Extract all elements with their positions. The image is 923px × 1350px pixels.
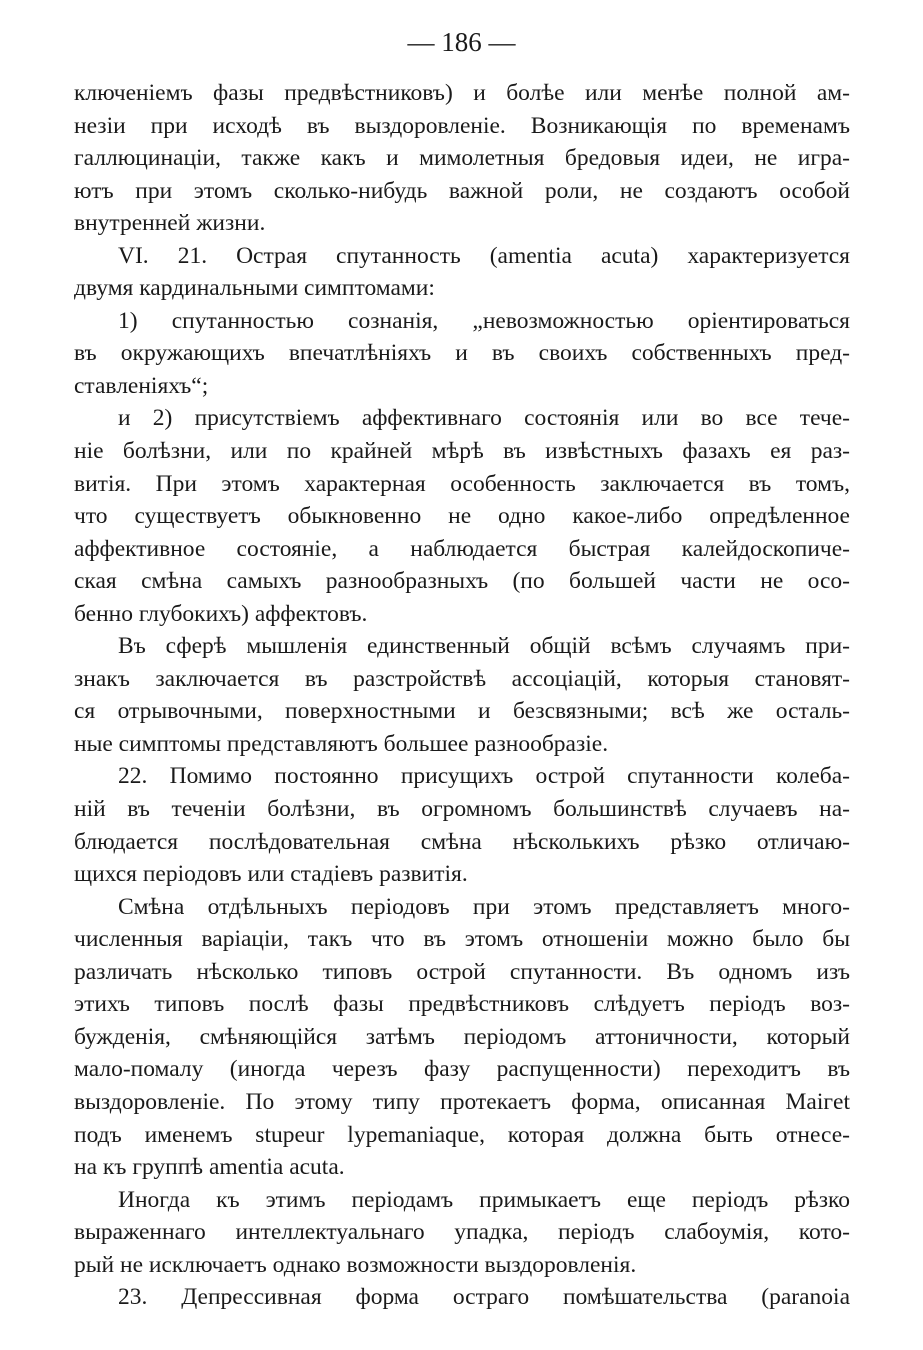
paragraph-start-line: 1) спутанностью сознанія, „невозможностью оріентироваться	[118, 307, 850, 334]
paragraph-start-line: Смѣна отдѣльныхъ періодовъ при этомъ представляетъ много-	[118, 893, 850, 920]
text-line: рый не исключаетъ однако возможности выздоровленія.	[74, 1251, 637, 1278]
text-line: ные симптомы представляютъ большее разнообразіе.	[74, 730, 609, 757]
text-line: аффективное состояніе, а наблюдается быстрая калейдоскопиче-	[74, 535, 850, 562]
text-line: ся отрывочными, поверхностными и безсвязными; всѣ же осталь-	[74, 698, 850, 725]
text-line: ютъ при этомъ сколько-нибудь важной роли, не создаютъ особой	[74, 177, 850, 204]
text-line: мало-помалу (иногда черезъ фазу распущенности) переходитъ въ	[74, 1056, 850, 1083]
paragraph-start-line: Иногда къ этимъ періодамъ примыкаетъ еще періодъ рѣзко	[118, 1186, 850, 1213]
text-line: галлюцинаціи, также какъ и мимолетныя бредовыя идеи, не игра-	[74, 145, 850, 172]
page-number: — 186 —	[407, 27, 516, 57]
paragraph-start-line: и 2) присутствіемъ аффективнаго состоянія или во все тече-	[118, 405, 850, 432]
text-line: различать нѣсколько типовъ острой спутанности. Въ одномъ изъ	[74, 958, 850, 985]
text-line: бужденія, смѣняющійся затѣмъ періодомъ аттоничности, который	[74, 1023, 850, 1050]
text-line: выраженнаго интеллектуальнаго упадка, періодъ слабоумія, кото-	[74, 1219, 850, 1246]
text-line: витія. При этомъ характерная особенность заключается въ томъ,	[74, 470, 850, 497]
text-line: выздоровленіе. По этому типу протекаетъ форма, описанная Maiгet	[74, 1088, 850, 1115]
text-line: на къ группѣ amentia acuta.	[74, 1154, 345, 1181]
text-line: двумя кардинальными симптомами:	[74, 275, 435, 302]
paragraph-start-line: Въ сферѣ мышленія единственный общій всѣмъ случаямъ при-	[118, 633, 850, 660]
text-line: этихъ типовъ послѣ фазы предвѣстниковъ слѣдуетъ періодъ воз-	[74, 991, 850, 1018]
text-line: ская смѣна самыхъ разнообразныхъ (по большей части не осо-	[74, 568, 850, 595]
text-line: въ окружающихъ впечатлѣніяхъ и въ своихъ собственныхъ пред-	[74, 340, 850, 367]
text-line: незіи при исходѣ въ выздоровленіе. Возникающія по временамъ	[74, 112, 850, 139]
text-line: ніе болѣзни, или по крайней мѣрѣ въ извѣстныхъ фазахъ ея раз-	[74, 438, 850, 465]
text-line: что существуетъ обыкновенно не одно какое-либо опредѣленное	[74, 503, 850, 530]
paragraph-start-line: VI. 21. Острая спутанность (amentia acuta) характеризуется	[118, 242, 850, 269]
text-line: блюдается послѣдовательная смѣна нѣсколькихъ рѣзко отличаю-	[74, 828, 850, 855]
text-line: ставленіяхъ“;	[74, 372, 209, 399]
text-line: щихся періодовъ или стадіевъ развитія.	[74, 861, 468, 888]
text-line: численныя варіаціи, такъ что въ этомъ отношеніи можно было бы	[74, 926, 850, 953]
text-line: бенно глубокихъ) аффектовъ.	[74, 600, 368, 627]
text-line: знакъ заключается въ разстройствѣ ассоціацій, которыя становят-	[74, 665, 850, 692]
text-line: ній въ теченіи болѣзни, въ огромномъ большинствѣ случаевъ на-	[74, 796, 850, 823]
text-line: подъ именемъ stupeur lypemaniaque, которая должна быть отнесе-	[74, 1121, 850, 1148]
body-text	[74, 77, 850, 1314]
paragraph-start-line: 22. Помимо постоянно присущихъ острой спутанности колеба-	[118, 763, 850, 790]
paragraph-start-line: 23. Депрессивная форма остраго помѣшательства (paranoia	[118, 1284, 850, 1311]
text-line: ключеніемъ фазы предвѣстниковъ) и болѣе или менѣе полной ам-	[74, 80, 850, 106]
text-line: внутренней жизни.	[74, 210, 266, 237]
